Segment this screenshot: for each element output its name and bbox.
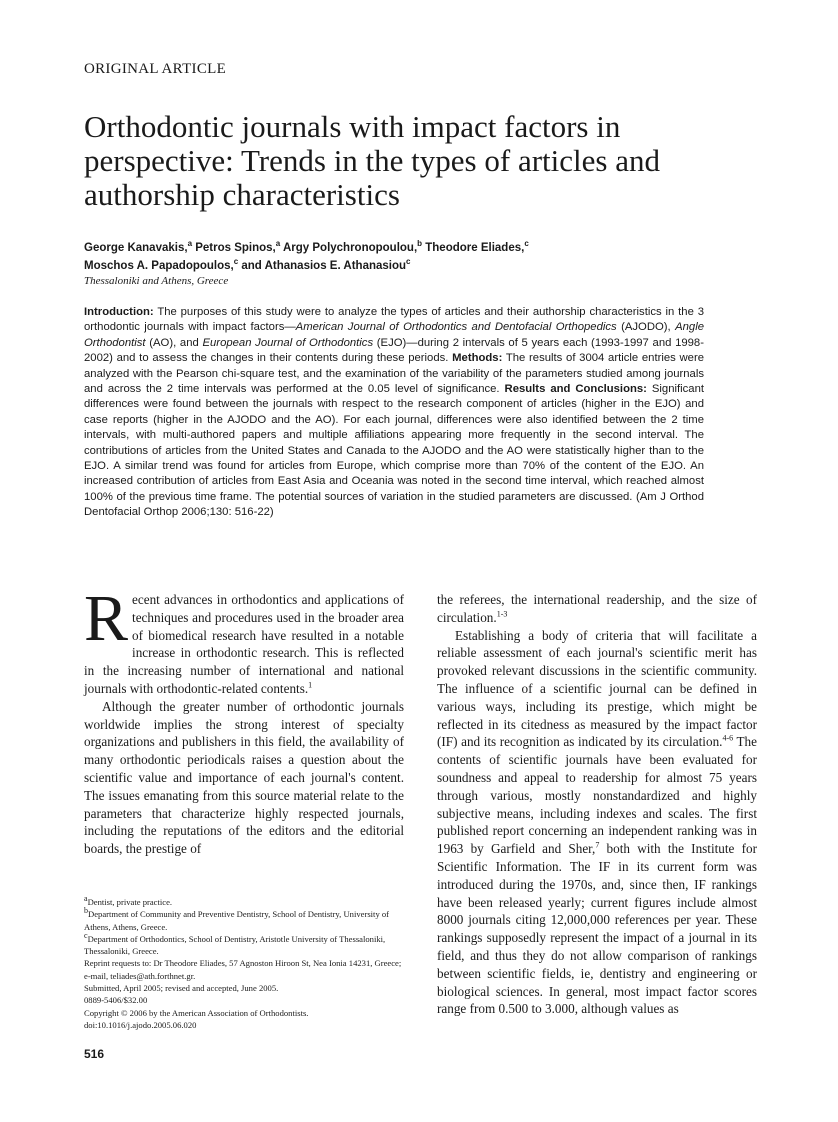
copyright: Copyright © 2006 by the American Association of Orthodontists. — [84, 1007, 309, 1018]
abstract: Introduction: The purposes of this study were to analyze the types of articles and their authorship characteristics in the 3 orthodontic journals with impact factors—American Journal of Orthodontics and Dentofacial Orthopedics (AJODO), Angle Orthodontist (AO), and European Journal of Orthodontics (EJO)—during 2 intervals of 5 years each (1993-1997 and 1998-2002) and to assess the changes in their contents during these periods. Methods: The results of 3004 article entries were analyzed with the Pearson chi-square test, and the examination of the variability of the parameters studied among journals and across the 2 time intervals was performed at the 0.05 level of significance. Results and Conclusions: Significant differences were found between the journals with respect to the research component of articles (higher in the EJO) and case reports (higher in the AJODO and the AO). For each journal, differences were also identified between the 2 time intervals, with multi-authored papers and multiple affiliations appearing more frequently in the second interval. The contributions of articles from the United States and Canada to the AJODO and the AO were statistically higher than to the EJO. A similar trend was found for articles from Europe, which comprise more than 70% of the content of the EJO. An increased contribution of articles from East Asia and Oceania was noted in the second time interval, which reached almost 100% of the previous time frame. The potential sources of variation in the studied parameters are discussed. (Am J Orthod Dentofacial Orthop 2006;130: 516-22) — [84, 306, 705, 519]
paragraph: Although the greater number of orthodontic journals worldwide implies the strong interest of specialty organizations and publishers in this field, the availability of many orthodontic periodicals raises a question about the scientific value and importance of each journal's content. The issues emanating from this source material relate to the parameters that characterize highly respected journals, including the reputations of the editors and the editorial boards, the prestige of — [84, 698, 404, 857]
doi: doi:10.1016/j.ajodo.2005.06.020 — [84, 1019, 197, 1030]
author: and Athanasios E. Athanasiou$^c$ — [241, 257, 411, 272]
page-number: 516 — [84, 1047, 105, 1061]
drop-cap: R — [84, 582, 129, 655]
footnote-b: $^b$Department of Community and Preventive Dentistry, School of Dentistry, University of Athens, Athens, Greece. — [84, 906, 390, 932]
submission-dates: Submitted, April 2005; revised and accepted, June 2005. — [84, 983, 279, 994]
author-location: Thessaloniki and Athens, Greece — [84, 275, 229, 287]
paragraph: Recent advances in orthodontics and applications of techniques and procedures used in the broader area of biomedical research have resulted in a notable increase in orthodontic research. This is reflected in the increasing number of international and national journals with orthodontic-related contents.$^1$ — [84, 582, 404, 696]
body-column-right — [437, 591, 757, 1018]
footnote-a: $^a$Dentist, private practice. — [84, 894, 173, 907]
article-title: Orthodontic journals with impact factors in perspective: Trends in the types of articles and authorship characteristics — [84, 109, 660, 212]
issn: 0889-5406/$32.00 — [84, 995, 148, 1006]
footnotes — [84, 896, 404, 1031]
reprint-requests: Reprint requests to: Dr Theodore Eliades, 57 Agnoston Hiroon St, Nea Ionia 14231, Greece; e-mail, teliades@ath.forthnet.gr. — [84, 958, 402, 981]
author-list — [84, 239, 744, 275]
author: Argy Polychronopoulou,$^b$ — [282, 239, 423, 254]
paragraph: the referees, the international readership, and the size of circulation.$^{1-3}$ — [437, 592, 757, 625]
author: Theodore Eliades,$^c$ — [425, 239, 529, 254]
section-label: ORIGINAL ARTICLE — [84, 61, 227, 77]
footnote-c: $^c$Department of Orthodontics, School of Dentistry, Aristotle University of Thessaloniki, Thessaloniki, Greece. — [84, 931, 386, 957]
paragraph: Establishing a body of criteria that will facilitate a reliable assessment of each journal's scientific merit has provoked relevant discussions in the scientific community. The influence of a scientific journal can be defined in various ways, including its prestige, which might be reflected in its citedness as measured by the impact factor (IF) and its recognition as indicated by its circulation.$^{4-6}$ The contents of scientific journals have been evaluated for soundness and appeal to readership for almost 75 years through various, mostly nonstandardized and highly subjective means, including indexes and scales. The first published report concerning an independent ranking was in 1963 by Garfield and Sher,$^7$ both with the Institute for Scientific Information. The IF in its current form was introduced during the 1970s, and, since then, IF rankings have been released yearly; current figures include almost 8000 journals citing 12,000,000 references per year. These rankings supposedly represent the impact of a journal in its field, and thus they do not allow comparison of rankings between scientific fields, ie, dentistry and engineering or biological sciences. In general, most impact factor scores range from 0.500 to 3.000, although values as — [437, 627, 758, 1017]
author: Petros Spinos,$^a$ — [195, 239, 281, 254]
body-column-left — [84, 582, 404, 858]
author: George Kanavakis,$^a$ — [84, 239, 193, 254]
author: Moschos A. Papadopoulos,$^c$ — [84, 257, 239, 272]
